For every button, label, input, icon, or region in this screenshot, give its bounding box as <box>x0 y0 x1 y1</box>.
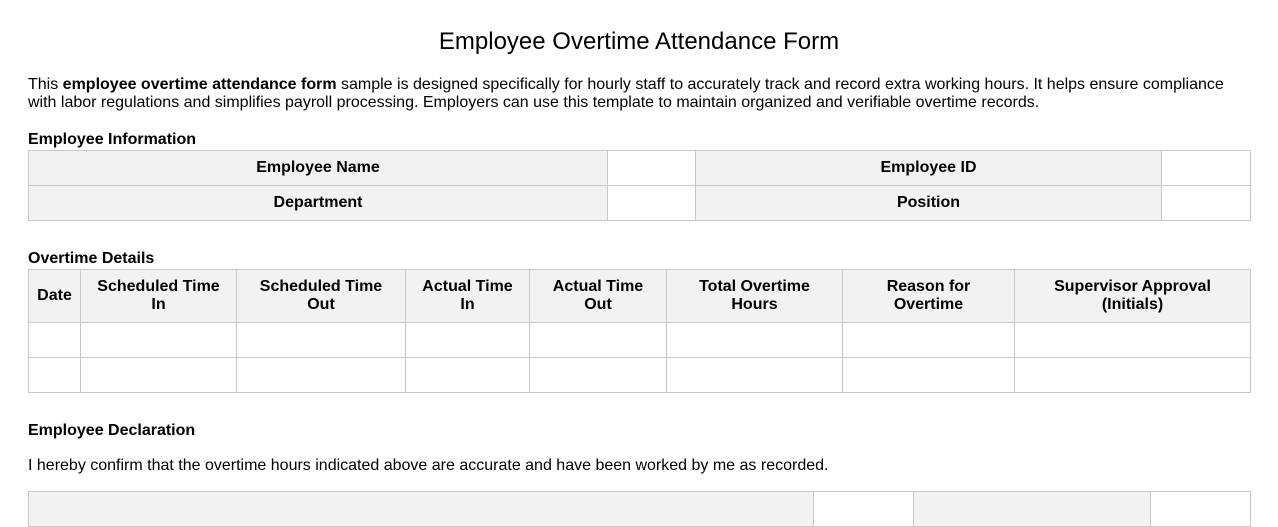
table-row <box>29 492 1251 527</box>
column-header-actual-time-out: Actual Time Out <box>530 270 667 323</box>
total-overtime-hours-cell[interactable] <box>667 358 843 393</box>
actual-time-in-cell[interactable] <box>406 323 530 358</box>
intro-paragraph <box>28 76 1250 112</box>
page-title: Employee Overtime Attendance Form <box>438 28 840 55</box>
intro-prefix: This <box>28 76 63 93</box>
declaration-heading: Employee Declaration <box>28 422 196 439</box>
column-header-scheduled-time-in: Scheduled Time In <box>81 270 237 323</box>
signature-table <box>28 491 1251 527</box>
declaration-text: I hereby confirm that the overtime hours indicated above are accurate and have been worked by me as recorded. <box>28 457 829 474</box>
signature-field[interactable] <box>814 492 914 527</box>
supervisor-approval-cell[interactable] <box>1015 323 1251 358</box>
column-header-actual-time-in: Actual Time In <box>406 270 530 323</box>
column-header-reason-for-overtime: Reason for Overtime <box>843 270 1015 323</box>
date-label-cell <box>914 492 1151 527</box>
employee-info-heading: Employee Information <box>28 131 197 148</box>
date-cell[interactable] <box>29 358 81 393</box>
intro-suffix: sample is designed specifically for hourly staff to accurately track and record extra working hours. It helps ensure compliance with labor regulations and simplifies payroll processing. Employers can use this template to maintain organized and verifiable overtime records. <box>28 76 1224 111</box>
supervisor-approval-cell[interactable] <box>1015 358 1251 393</box>
employee-name-label: Employee Name <box>29 151 608 186</box>
actual-time-out-cell[interactable] <box>530 358 667 393</box>
reason-cell[interactable] <box>843 323 1015 358</box>
employee-info-table <box>28 150 1251 221</box>
employee-id-label: Employee ID <box>696 151 1162 186</box>
column-header-supervisor-approval: Supervisor Approval (Initials) <box>1015 270 1251 323</box>
reason-cell[interactable] <box>843 358 1015 393</box>
signature-label-cell <box>29 492 814 527</box>
scheduled-time-out-cell[interactable] <box>237 323 406 358</box>
overtime-details-table <box>28 269 1251 393</box>
employee-id-field[interactable] <box>1162 151 1251 186</box>
column-header-total-overtime-hours: Total Overtime Hours <box>667 270 843 323</box>
position-label: Position <box>696 186 1162 221</box>
table-row <box>29 323 1251 358</box>
column-header-scheduled-time-out: Scheduled Time Out <box>237 270 406 323</box>
table-header-row <box>29 270 1251 323</box>
overtime-details-heading: Overtime Details <box>28 250 155 267</box>
position-field[interactable] <box>1162 186 1251 221</box>
scheduled-time-in-cell[interactable] <box>81 323 237 358</box>
date-field[interactable] <box>1151 492 1251 527</box>
department-field[interactable] <box>608 186 696 221</box>
date-cell[interactable] <box>29 323 81 358</box>
total-overtime-hours-cell[interactable] <box>667 323 843 358</box>
table-row <box>29 186 1251 221</box>
department-label: Department <box>29 186 608 221</box>
employee-name-field[interactable] <box>608 151 696 186</box>
column-header-date: Date <box>29 270 81 323</box>
intro-bold: employee overtime attendance form <box>62 76 337 93</box>
scheduled-time-in-cell[interactable] <box>81 358 237 393</box>
table-row <box>29 358 1251 393</box>
scheduled-time-out-cell[interactable] <box>237 358 406 393</box>
actual-time-in-cell[interactable] <box>406 358 530 393</box>
table-row <box>29 151 1251 186</box>
actual-time-out-cell[interactable] <box>530 323 667 358</box>
